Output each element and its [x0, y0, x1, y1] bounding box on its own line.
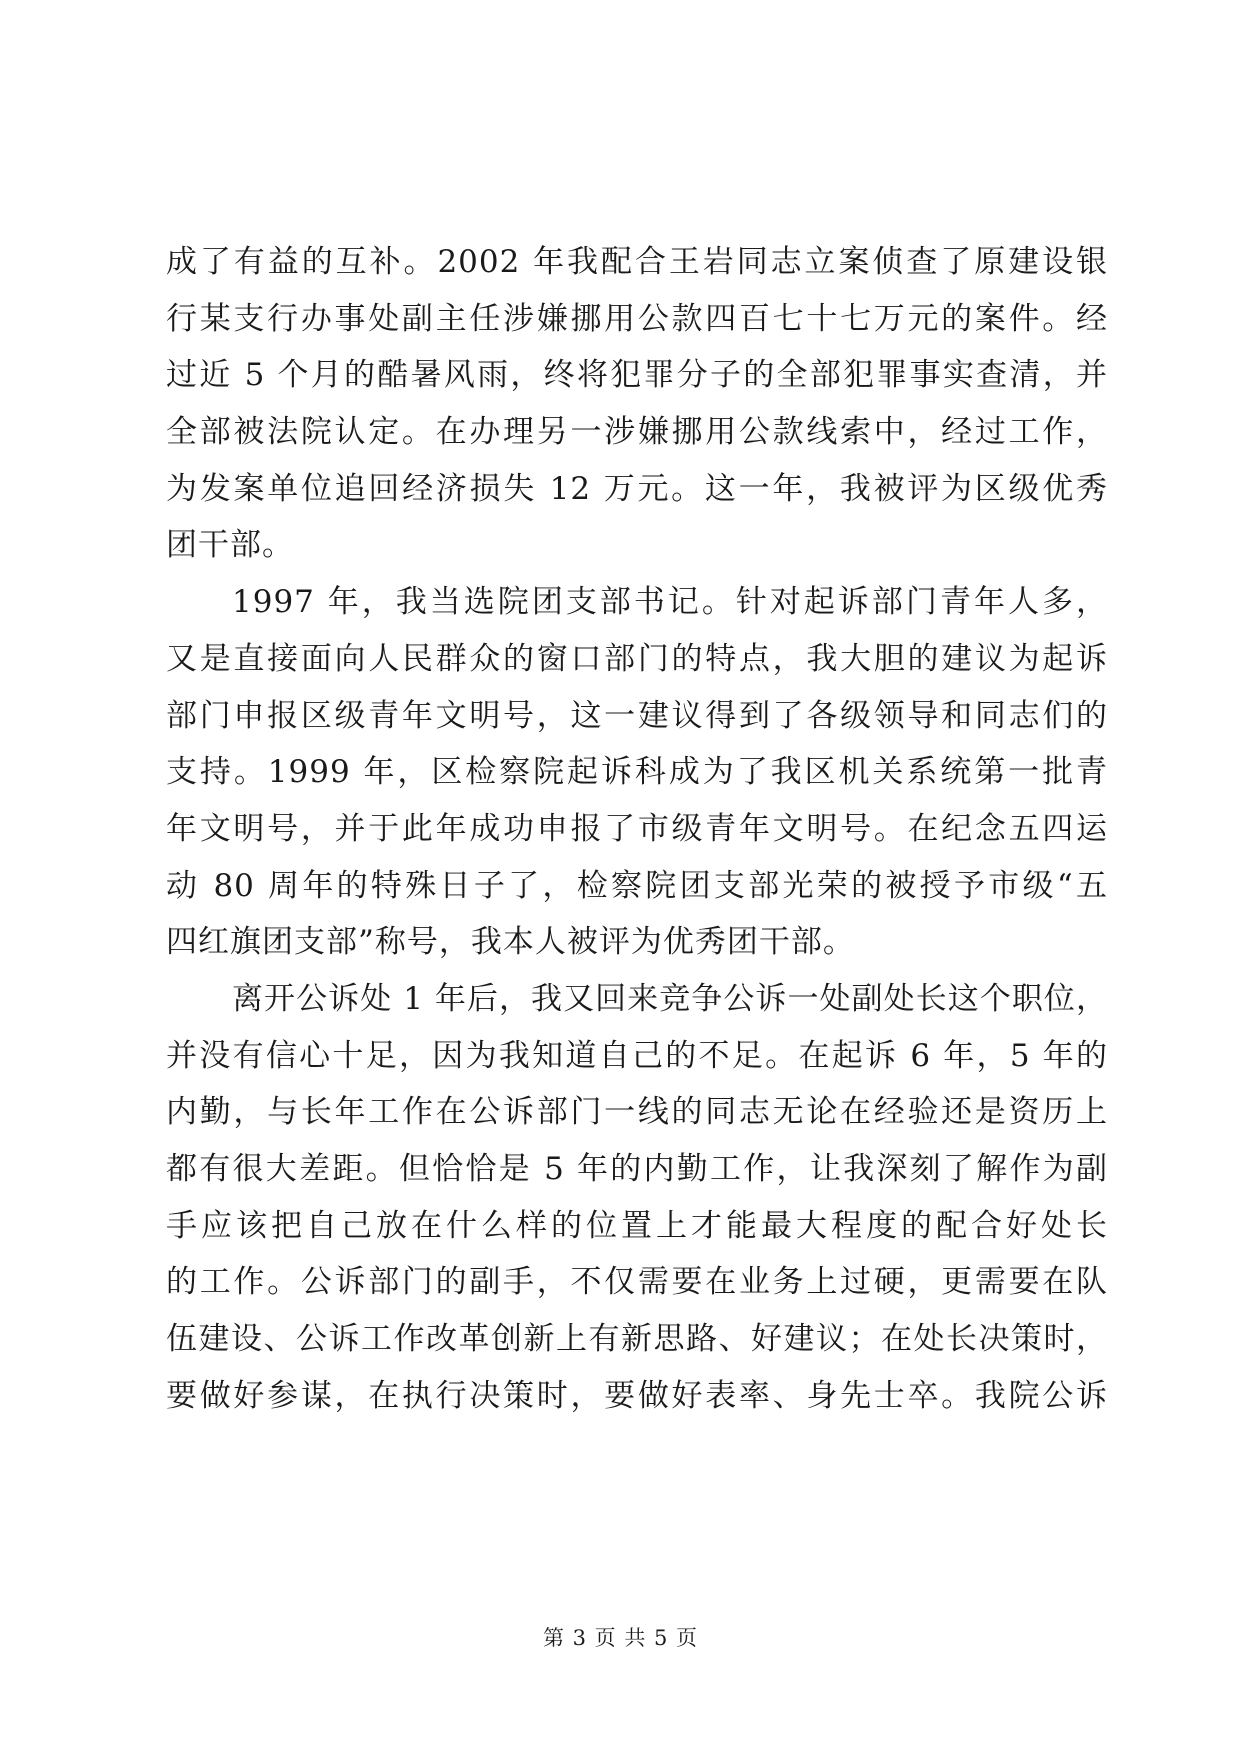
text-line: 手应该把自己放在什么样的位置上才能最大程度的配合好处长	[166, 1207, 1108, 1244]
text-line: 过近 5 个月的酷暑风雨，终将犯罪分子的全部犯罪事实查清，并	[166, 357, 1108, 394]
text-line: 为发案单位追回经济损失 12 万元。这一年，我被评为区级优秀	[166, 470, 1108, 507]
text-line: 成了有益的互补。2002 年我配合王岩同志立案侦查了原建设银	[166, 244, 1108, 280]
text-line: 1997 年，我当选院团支部书记。针对起诉部门青年人多，	[232, 584, 1108, 621]
text-line: 并没有信心十足，因为我知道自己的不足。在起诉 6 年，5 年的	[166, 1037, 1108, 1074]
paragraph-3	[166, 971, 1108, 1425]
paragraph-2	[166, 574, 1108, 971]
document-body	[166, 234, 1108, 1424]
text-line: 又是直接面向人民群众的窗口部门的特点，我大胆的建议为起诉	[166, 640, 1108, 677]
text-line: 年文明号，并于此年成功申报了市级青年文明号。在纪念五四运	[166, 810, 1108, 847]
text-line: 团干部。	[166, 527, 294, 564]
text-line: 动 80 周年的特殊日子了，检察院团支部光荣的被授予市级“五	[166, 867, 1108, 904]
page-number-footer: 第 3 页 共 5 页	[542, 1626, 699, 1650]
text-line: 四红旗团支部”称号，我本人被评为优秀团干部。	[166, 924, 855, 961]
text-line: 内勤，与长年工作在公诉部门一线的同志无论在经验还是资历上	[166, 1094, 1108, 1131]
paragraph-1	[166, 234, 1108, 574]
text-line: 要做好参谋，在执行决策时，要做好表率、身先士卒。我院公诉	[166, 1377, 1108, 1414]
text-line: 都有很大差距。但恰恰是 5 年的内勤工作，让我深刻了解作为副	[166, 1151, 1108, 1187]
text-line: 支持。1999 年，区检察院起诉科成为了我区机关系统第一批青	[166, 754, 1108, 791]
text-line: 全部被法院认定。在办理另一涉嫌挪用公款线索中，经过工作，	[166, 414, 1108, 451]
text-line: 伍建设、公诉工作改革创新上有新思路、好建议；在处长决策时，	[166, 1321, 1108, 1358]
text-line: 的工作。公诉部门的副手，不仅需要在业务上过硬，更需要在队	[166, 1264, 1108, 1301]
text-line: 行某支行办事处副主任涉嫌挪用公款四百七十七万元的案件。经	[166, 300, 1108, 337]
text-line: 离开公诉处 1 年后，我又回来竞争公诉一处副处长这个职位，	[232, 980, 1108, 1017]
text-line: 部门申报区级青年文明号，这一建议得到了各级领导和同志们的	[166, 697, 1108, 734]
